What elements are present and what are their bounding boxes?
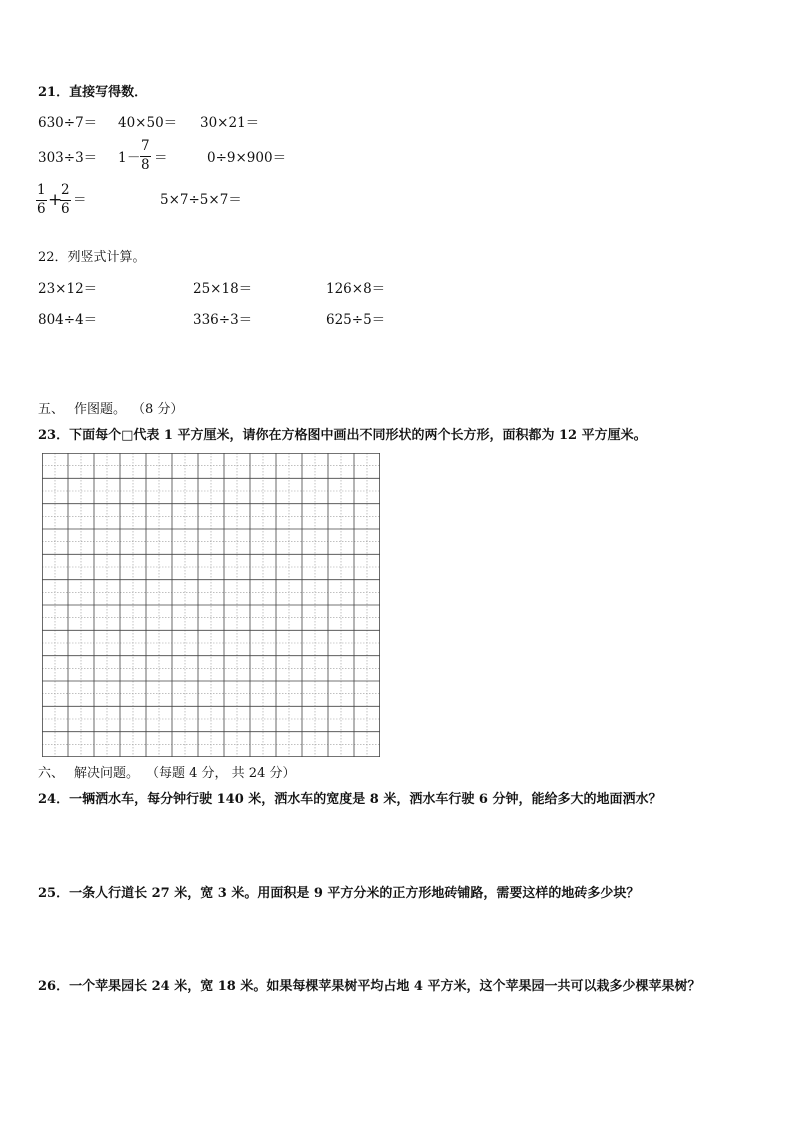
fraction-numerator: 7 [140, 140, 151, 157]
q25-text: 25．一条人行道长 27 米，宽 3 米。用面积是 9 平方分米的正方形地砖铺路，需要这样的地砖多少块？ [38, 886, 640, 901]
section5-score: （8 分） [132, 402, 184, 417]
q22-item-5: 336÷3＝ [193, 312, 253, 328]
q21-item-g-equals: ＝ [73, 192, 87, 208]
q21-item-f: 0÷9×900＝ [207, 150, 287, 166]
fraction-denominator: 8 [141, 156, 150, 173]
q22-item-6: 625÷5＝ [326, 312, 386, 328]
section6-score: （每题 4 分， 共 24 分） [146, 766, 296, 781]
q21-item-b: 40×50＝ [118, 115, 178, 131]
section5-label: 五、 [38, 402, 65, 417]
q21-title: 21．直接写得数． [38, 85, 148, 100]
q21-item-e-whole: 1 [118, 150, 127, 166]
q21-item-c: 30×21＝ [200, 115, 260, 131]
fraction-denominator: 6 [37, 200, 46, 217]
q21-item-g-fraction2 [60, 184, 71, 216]
q22-title: 22．列竖式计算。 [38, 250, 146, 265]
square-grid[interactable] [42, 453, 380, 757]
section5-title: 作图题。 [74, 402, 127, 417]
grid-lines [42, 453, 380, 757]
q21-item-h: 5×7÷5×7＝ [160, 192, 242, 208]
q21-item-e-equals: ＝ [154, 150, 168, 166]
q24-text: 24．一辆洒水车，每分钟行驶 140 米，洒水车的宽度是 8 米，洒水车行驶 6 分钟，能给多大的地面洒水？ [38, 792, 662, 807]
section6-label: 六、 [38, 766, 65, 781]
q21-item-e-minus: － [127, 150, 141, 166]
q21-item-a: 630÷7＝ [38, 115, 98, 131]
q21-item-g-fraction1 [36, 184, 47, 216]
q22-item-4: 804÷4＝ [38, 312, 98, 328]
q22-item-2: 25×18＝ [193, 281, 253, 297]
q23-text: 23．下面每个□代表 1 平方厘米，请你在方格图中画出不同形状的两个长方形，面积都为 12 平方厘米。 [38, 428, 647, 443]
q21-item-d: 303÷3＝ [38, 150, 98, 166]
fraction-denominator: 6 [61, 200, 70, 217]
q22-item-3: 126×8＝ [326, 281, 386, 297]
fraction-numerator: 2 [60, 184, 71, 201]
q21-item-g-plus: + [48, 190, 63, 210]
section6-title: 解决问题。 [74, 766, 140, 781]
q21-item-e-fraction [140, 140, 151, 172]
q26-text: 26．一个苹果园长 24 米，宽 18 米。如果每棵苹果树平均占地 4 平方米，这个苹果园一共可以栽多少棵苹果树？ [38, 979, 701, 994]
fraction-numerator: 1 [36, 184, 47, 201]
q22-item-1: 23×12＝ [38, 281, 98, 297]
